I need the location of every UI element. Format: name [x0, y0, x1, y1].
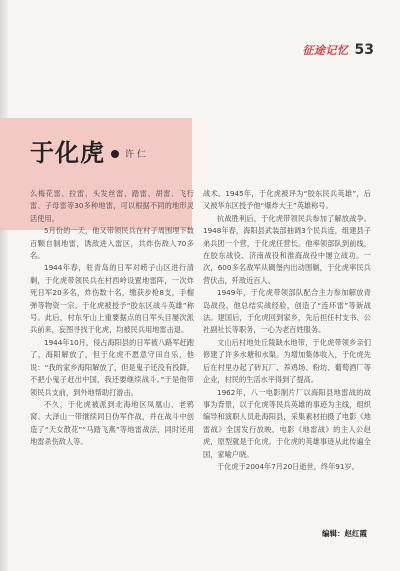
paragraph: 5月份的一天，他又带领民兵在村子周围埋下数百颗自制地雷，诱敌进入雷区，共炸伤敌人70多名。 [30, 226, 194, 261]
editor-credit: 编辑：赵红霞 [322, 529, 367, 538]
paragraph: 于化虎于2004年7月20日逝世，终年91岁。 [217, 461, 359, 471]
paragraph: 抗战胜利后，于化虎带领民兵参加了解放战争。1948年春，海阳县武装部抽调3个民兵连，组建县子弟兵团一个营，于化虎任营长。他率领部队到前线，在胶东战役、济南战役和淮海战役中屡立战功。一次，600多名敌军从碉堡内出动围剿，于化虎率民兵营伏击，歼敌近百人。 [203, 213, 371, 285]
page-header [303, 42, 374, 58]
article-author: 许 仁 [125, 150, 146, 160]
left-column [30, 188, 194, 449]
paragraph: 1962年，八一电影制片厂以海阳县地雷战的故事为背景，以于化虎等民兵英雄的事迹为主线，组织编导和演职人员赴海阳县，采集素材拍摄了电影《地雷战》全国发行放映，电影《地雷战》的主人公赵虎，原型就是于化虎。于化虎的英雄事迹从此传遍全国，家喻户晓。 [203, 387, 371, 459]
column-name: 征途记忆 [302, 44, 349, 57]
paragraph: 战术。1945年，于化虎被评为“胶东民兵英雄”，后又被华东区授予他“爆炸大王”英雄称号。 [203, 189, 371, 211]
paragraph: 1944年10月，侵占海阳县的日军被八路军赶跑了，海阳解放了，但于化虎不愿意守田自乐，他说：“我的家乡海阳解放了，但是鬼子还没有投降，不把小鬼子赶出中国，我还要继续战斗。”于是他带领民兵支前，到外地帮助打游击。 [30, 337, 194, 397]
paragraph: 不久，于化虎被派到北海地区凤凰山、老鸦窝、大泽山一带继续同日伪军作战，并在战斗中创造了“天女散花”“马踏飞燕”等地雷战法，同时还用地雷杀伤敌人等。 [30, 399, 194, 447]
paragraph: 1949年，于化虎带领部队配合主力参加解放青岛战役，他总结实战经验，创造了“连环雷”等新战法。建国后，于化虎回到家乡，先后担任村支书、公社副社长等职务，一心为老百姓服务。 [203, 288, 371, 335]
page-number: 53 [354, 42, 374, 58]
paragraph: 文山后村地处丘陵缺水地带，于化虎带领乡亲们修建了许多水塘和水渠。为增加集体收入，于化虎先后在村里办起了砖瓦厂、养鸡场、粉坊、葡萄酒厂等企业，村民的生活水平得到了提高。 [203, 337, 371, 385]
right-column [203, 188, 371, 473]
page-spine-shadow [0, 0, 8, 571]
paragraph: 么梅花雷、拉雷、头发丝雷、踏雷、胡雷、飞行雷、子母雷等30多种地雷，可以根据不同的地形灵活使用。 [30, 189, 194, 223]
author-bullet-icon [111, 150, 119, 158]
paragraph: 1944年春，驻青岛的日军对崂子山区进行清剿，于化虎带领民兵在村西岭设置地雷阵，一次炸死日军20多名，炸伤数十名，缴获步枪8支，手榴弹等物资一宗。于化虎被授予“胶东区战斗英雄”称号。此后，村东牙山上重要据点的日军头目屡次派兵前来，妄图寻找于化虎，均被民兵用地雷击退。 [30, 263, 194, 335]
article-title: 于化虎 [30, 138, 105, 167]
title-block [30, 133, 146, 168]
